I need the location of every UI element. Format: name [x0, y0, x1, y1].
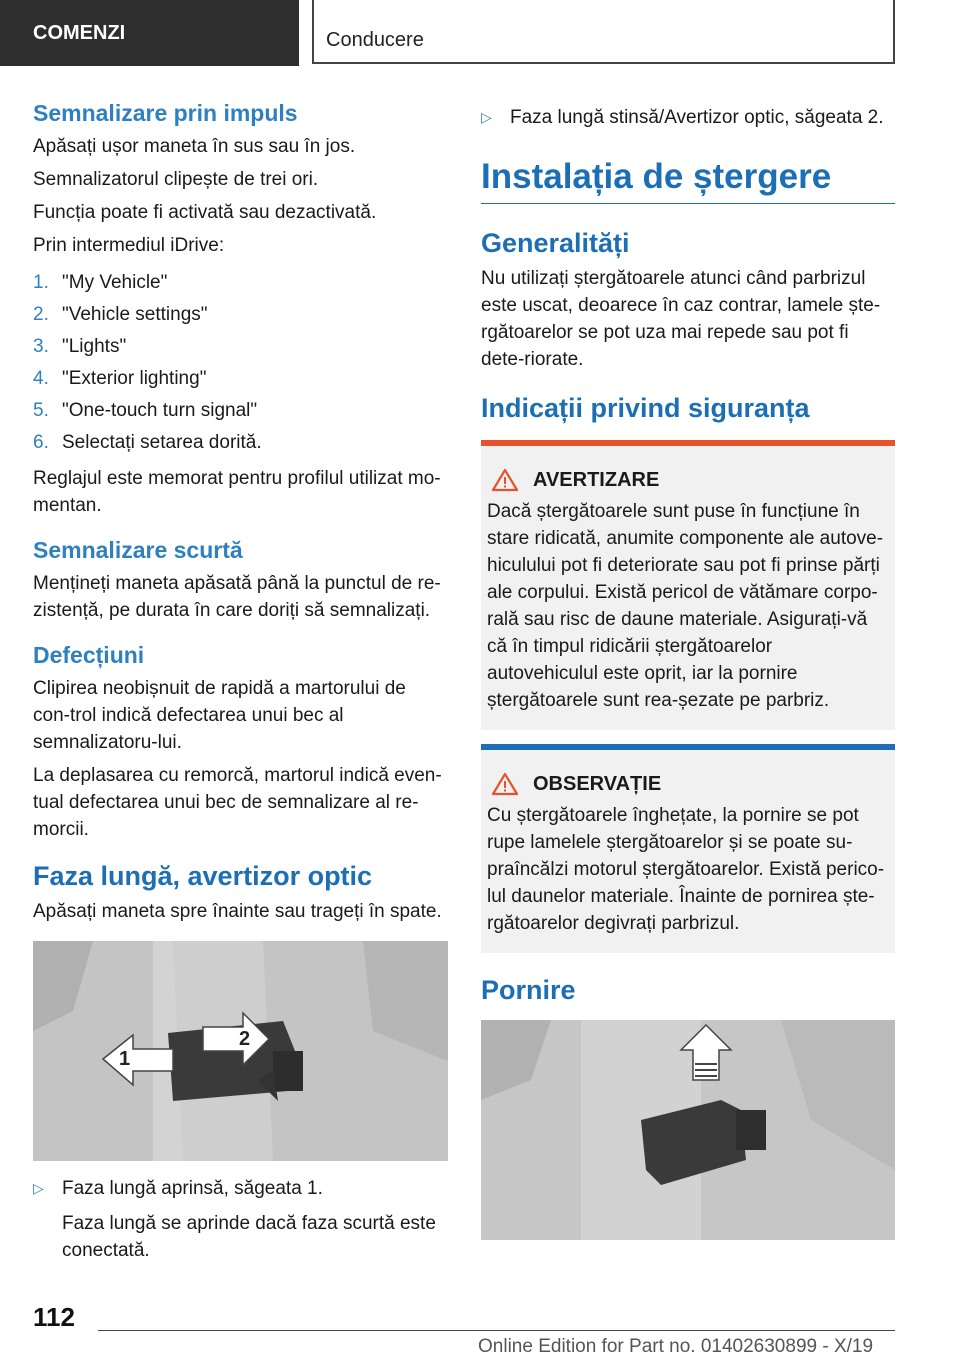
heading-wiper-system: Instalația de ștergere — [481, 157, 832, 196]
section-title: Conducere — [326, 29, 424, 51]
right-column — [481, 100, 895, 1240]
paragraph: Clipirea neobișnuit de rapidă a martorului de con-trol indică defectarea unui bec al semnalizatoru-lui. — [33, 678, 406, 753]
heading-general: Generalități — [481, 228, 630, 258]
triangle-bullet-icon: ▷ — [481, 109, 492, 125]
note-text: Cu ștergătoarele înghețate, la pornire se pot rupe lamelele ștergătoarelor și se poate su-praîncălzi motorul ștergătoarelor. Există perico-lul daunelor materiale. Înainte de pornirea ște-rgătoarelor degivrați parbrizul. — [487, 805, 885, 934]
step-text: "Exterior lighting" — [62, 368, 207, 389]
paragraph: Apăsați maneta spre înainte sau trageți în spate. — [33, 901, 442, 922]
step-number: 6. — [33, 432, 49, 453]
paragraph: Funcția poate fi activată sau dezactivată. — [33, 202, 377, 223]
wiper-lever-illustration — [481, 1020, 895, 1240]
list-item — [33, 395, 448, 427]
arrow-1-label: 1 — [119, 1048, 131, 1070]
list-item — [33, 299, 448, 331]
paragraph: Nu utilizați ștergătoarele atunci când parbrizul este uscat, deoarece în caz contrar, lamele ște-rgătoarelor se pot uza mai repede sau pot fi dete-riorate. — [481, 268, 881, 370]
step-number: 3. — [33, 336, 49, 357]
caution-icon — [491, 772, 519, 796]
step-text: "Vehicle settings" — [62, 304, 208, 325]
warning-box — [481, 440, 895, 730]
left-column — [33, 100, 448, 1270]
step-text: "My Vehicle" — [62, 272, 168, 293]
step-number: 2. — [33, 304, 49, 325]
chapter-tab: COMENZI — [0, 0, 299, 66]
arrow-2-label: 2 — [239, 1028, 251, 1050]
note-label: OBSERVAȚIE — [533, 772, 662, 795]
heading-impulse-signal: Semnalizare prin impuls — [33, 100, 298, 126]
paragraph: Apăsați ușor maneta în sus sau în jos. — [33, 136, 356, 157]
edition-note: Online Edition for Part no. 01402630899 - X/19 — [478, 1336, 874, 1357]
heading-safety: Indicații privind siguranța — [481, 393, 810, 423]
triangle-bullet-icon: ▷ — [33, 1180, 44, 1196]
list-item — [33, 331, 448, 363]
high-beam-lever-figure — [33, 941, 448, 1161]
note-box — [481, 744, 895, 953]
list-item — [33, 427, 448, 459]
list-item — [33, 363, 448, 395]
bullet-item — [481, 104, 895, 131]
bullet-text: Faza lungă stinsă/Avertizor optic, săgeata 2. — [510, 107, 884, 128]
step-number: 1. — [33, 272, 49, 293]
heading-short-signal: Semnalizare scurtă — [33, 537, 243, 563]
paragraph: Mențineți maneta apăsată până la punctul de re-zistență, pe durata în care doriți să semnalizați. — [33, 573, 441, 621]
paragraph: Reglajul este memorat pentru profilul utilizat mo-mentan. — [33, 468, 441, 516]
heading-high-beam: Faza lungă, avertizor optic — [33, 861, 373, 891]
step-number: 5. — [33, 400, 49, 421]
bullet-text: Faza lungă aprinsă, săgeata 1. — [62, 1178, 323, 1199]
page-number: 112 — [33, 1302, 75, 1332]
step-number: 4. — [33, 368, 49, 389]
paragraph: Prin intermediul iDrive: — [33, 235, 225, 256]
paragraph: Faza lungă se aprinde dacă faza scurtă este conectată. — [62, 1213, 436, 1261]
paragraph: La deplasarea cu remorcă, martorul indică even-tual defectarea unui bec de semnalizare al re-morcii. — [33, 765, 442, 840]
warning-text: Dacă ștergătoarele sunt puse în funcțiune în stare ridicată, anumite componente ale autove-hiculului pot fi deteriorate sau pot fi prinse părți ale corpului. Există pericol de vătămare corpo-rală sau risc de daune materiale. Asigurați-vă că în timpul ridicării ștergătoarelor autovehiculul este oprit, iar la pornire ștergătoarele sunt rea-șezate pe parbriz. — [487, 501, 884, 711]
step-text: "One-touch turn signal" — [62, 400, 258, 421]
lever-illustration — [33, 941, 448, 1161]
warning-icon — [491, 468, 519, 492]
heading-start: Pornire — [481, 975, 576, 1005]
heading-malfunctions: Defecțiuni — [33, 642, 145, 668]
paragraph: Semnalizatorul clipește de trei ori. — [33, 169, 319, 190]
bullet-item — [33, 1175, 448, 1202]
warning-label: AVERTIZARE — [533, 468, 660, 491]
list-item — [33, 267, 448, 299]
wiper-lever-figure — [481, 1020, 895, 1240]
footer-divider — [98, 1330, 895, 1331]
step-text: Selectați setarea dorită. — [62, 432, 262, 453]
step-text: "Lights" — [62, 336, 127, 357]
chapter-heading-block — [481, 157, 895, 204]
idrive-steps-list — [33, 267, 448, 459]
